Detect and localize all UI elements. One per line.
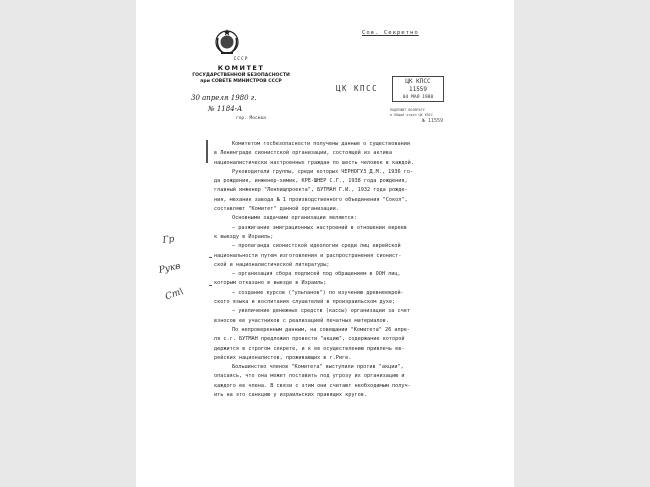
body-line: Большинство членов "Комитета" выступили против "акции", [232,364,404,371]
document-number: № 1184-А [208,105,243,113]
body-line: держится в строгом секрете, и к ее осуществлению привлечь ев- [214,345,405,352]
secrecy-mark: Сов. Секретно [362,30,419,36]
body-line: – создание курсов ("ульпанов") по изучению древнееврей- [232,289,404,296]
handwritten-note: Ст\ [164,286,185,303]
margin-mark [206,140,208,163]
margin-dash [209,285,212,286]
handwritten-note: Гр [162,234,176,246]
return-note [390,108,460,118]
body-line: каждого ее члена. В связи с этим они считают необходимым получ- [214,382,411,389]
body-line: в Ленинграде сионистской организации, состоящей из актива [214,150,393,157]
document-city: гор. Москва [236,116,266,121]
document-date: 30 апреля 1980 г. [191,94,257,102]
return-note-line2: в Общий отдел ЦК КПСС [390,113,433,117]
document-page [136,0,514,487]
stamp-number: 11559 [408,86,428,93]
document-body [214,140,489,400]
body-line: – увеличение денежных средств (кассы) организации за счет [232,308,411,315]
return-note-line1: ПОДЛЕЖИТ ВОЗВРАТУ [390,108,425,112]
stamp-title: ЦК КПСС [405,78,431,85]
body-line: – разжигание эмиграционных настроений в отношении евреев [232,224,407,231]
body-line: Основными задачами организации являются: [232,215,357,222]
body-line: рейских националистов, проживающих в г.Риге. [214,354,352,361]
body-line: национальности путем изготовления и распространения сионист- [214,252,402,259]
body-line: главный инженер "Ленпищпроекта", БУТМАН Г.И., 1932 года рожде- [214,187,408,194]
body-line: составляют "Комитет" данной организации. [214,206,339,213]
recipient: ЦК КПСС [336,84,379,93]
body-line: По непроверенным данным, на совещании "Комитета" 26 апре- [232,326,411,333]
body-line: к выезду в Израиль; [214,233,274,240]
body-line: Комитетом госбезопасности получены данные о существовании [232,141,411,147]
margin-dash [209,257,212,258]
body-line: да рождения, инженер-химик, КРЕ-ШНЕР С.Г., 1938 года рождения, [214,178,408,185]
body-line: Руководители группы, среди которых ЧЕРНОГУЗ Д.М., 1936 го- [232,168,414,175]
handwritten-note: Рукв [158,261,182,276]
body-line: националистически настроенных граждан по шесть человек в каждой. [214,159,414,166]
registration-stamp [392,76,444,102]
header-ussr: СССР [233,57,249,62]
ussr-emblem-icon [214,28,240,56]
body-line: опасаясь, что она может поставить под угрозу их организацию и [214,373,405,380]
body-line: ить на это санкцию у израильских правящих кругов. [214,392,368,399]
body-line: которым отказано в выезде в Израиль; [214,280,327,287]
body-line: ния, механик завода № 1 производственного объединения "Сокол", [214,196,408,203]
return-note-number: № 11559 [422,118,444,124]
body-line: ского языка и воспитания слушателей в произраильском духе; [214,299,396,306]
header-security-line2: при СОВЕТЕ МИНИСТРОВ СССР [200,79,282,84]
body-line: ля с.г. БУТМАН предложил провести "акцию", содержание которой [214,336,405,343]
body-line: – пропаганда сионистской идеологии среди лиц еврейской [232,243,401,250]
header-committee: КОМИТЕТ [217,64,265,72]
header-security-line1: ГОСУДАРСТВЕННОЙ БЕЗОПАСНОСТИ [192,73,290,78]
stamp-date: 04 МАЯ 1980 [402,95,434,100]
body-line: ской и националистической литературы; [214,261,330,268]
body-line: взносов ее участников с реализацией печатных материалов. [214,317,389,324]
body-line: – организация сбора подписей под обращением в ООН лиц, [232,271,401,278]
